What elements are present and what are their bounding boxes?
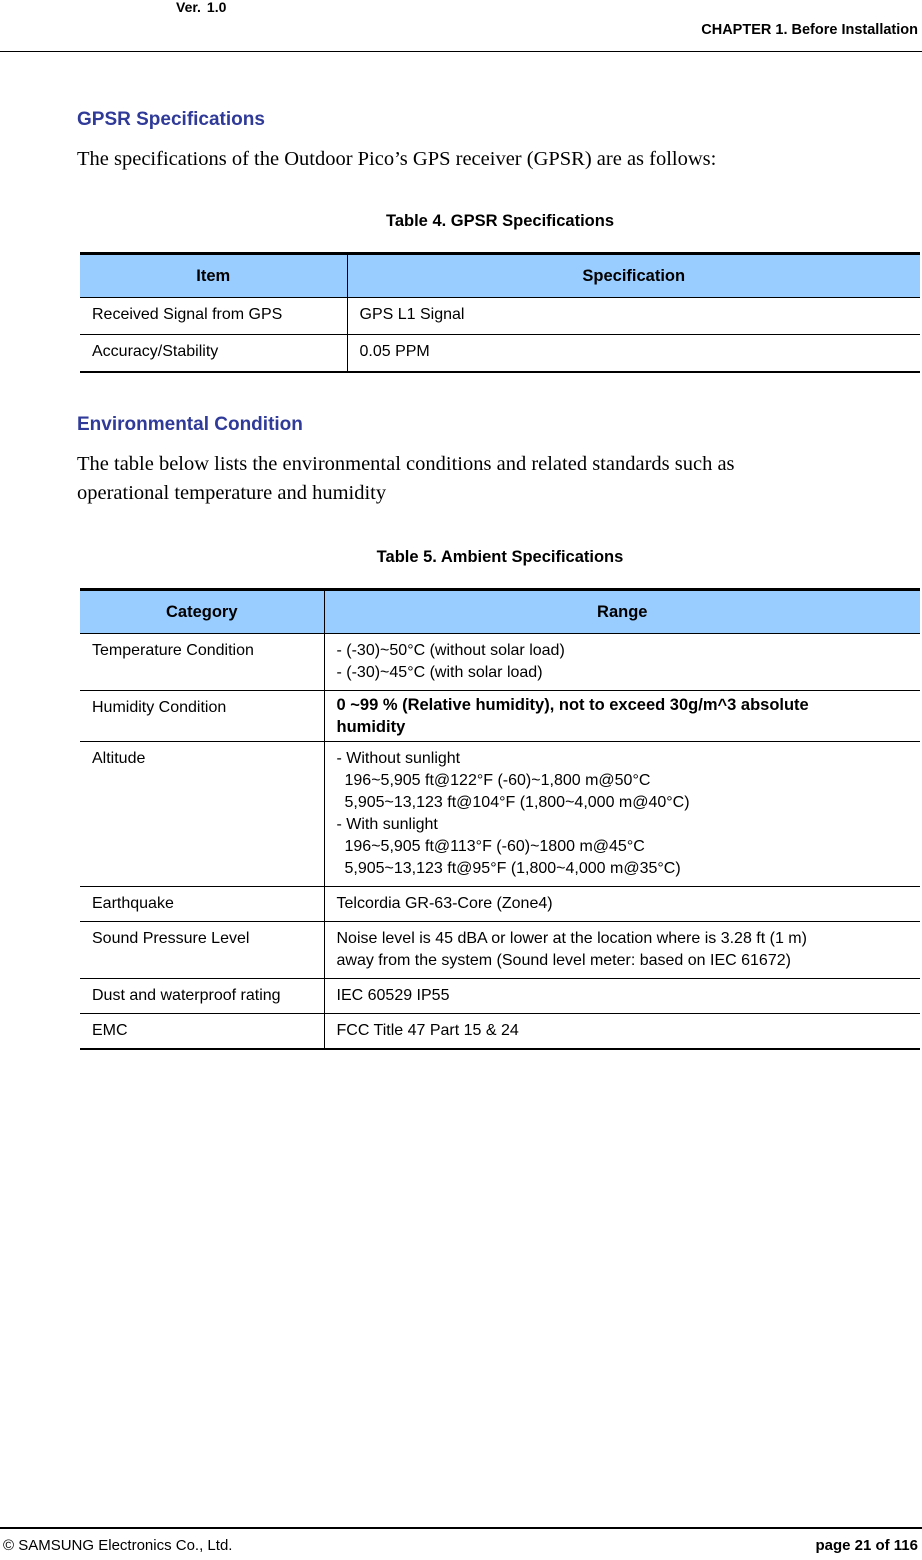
range-line: humidity: [336, 718, 406, 736]
cell-spec: GPS L1 Signal: [347, 298, 920, 335]
table-row: [80, 742, 920, 887]
column-header-item: Item: [80, 254, 347, 298]
cell-category: Dust and waterproof rating: [80, 979, 324, 1014]
cell-range: [324, 634, 920, 691]
header-divider: [0, 51, 922, 52]
cell-range: [324, 691, 920, 742]
ambient-table: [80, 588, 920, 1050]
gpsr-intro: The specifications of the Outdoor Pico’s GPS receiver (GPSR) are as follows:: [77, 148, 717, 170]
cell-range: [324, 922, 920, 979]
range-line: 5,905~13,123 ft@95°F (1,800~4,000 m@35°C): [344, 860, 681, 877]
gpsr-table-caption: Table 4. GPSR Specifications: [385, 212, 614, 230]
page-number: page 21 of 116: [815, 1537, 918, 1554]
footer-divider: [0, 1527, 922, 1529]
range-line: - (-30)~50°C (without solar load): [336, 642, 565, 659]
range-line: FCC Title 47 Part 15 & 24: [336, 1022, 519, 1039]
cell-category: Temperature Condition: [80, 634, 324, 691]
cell-category: Humidity Condition: [80, 691, 324, 742]
range-line: 5,905~13,123 ft@104°F (1,800~4,000 m@40°C): [344, 794, 690, 811]
table-row: [80, 634, 920, 691]
cell-range: [324, 979, 920, 1014]
gpsr-table: [80, 252, 920, 373]
version-text: Ver.: [176, 0, 201, 15]
table-row: [80, 298, 920, 335]
env-intro: [77, 450, 877, 508]
range-line: 196~5,905 ft@122°F (-60)~1,800 m@50°C: [344, 772, 651, 789]
column-header-range: Range: [324, 590, 920, 634]
env-table-caption: Table 5. Ambient Specifications: [376, 548, 624, 566]
cell-category: Sound Pressure Level: [80, 922, 324, 979]
range-line: - (-30)~45°C (with solar load): [336, 664, 543, 681]
table-row: [80, 335, 920, 373]
version-label: [176, 0, 226, 15]
gpsr-section-title: GPSR Specifications: [77, 109, 265, 130]
cell-item: Received Signal from GPS: [80, 298, 347, 335]
table-row: [80, 1014, 920, 1050]
cell-category: Altitude: [80, 742, 324, 887]
chapter-title: CHAPTER 1. Before Installation: [701, 22, 918, 38]
cell-item: Accuracy/Stability: [80, 335, 347, 373]
table-header-row: [80, 590, 920, 634]
range-line: Noise level is 45 dBA or lower at the location where is 3.28 ft (1 m): [336, 930, 807, 947]
column-header-specification: Specification: [347, 254, 920, 298]
column-header-category: Category: [80, 590, 324, 634]
table-row: [80, 979, 920, 1014]
range-line: IEC 60529 IP55: [336, 987, 450, 1004]
cell-spec: 0.05 PPM: [347, 335, 920, 373]
table-header-row: [80, 254, 920, 298]
range-line: - With sunlight: [336, 816, 438, 833]
cell-category: EMC: [80, 1014, 324, 1050]
env-intro-line-2: operational temperature and humidity: [77, 482, 387, 504]
table-row: [80, 691, 920, 742]
cell-range: [324, 887, 920, 922]
range-line: - Without sunlight: [336, 750, 461, 767]
cell-range: [324, 742, 920, 887]
cell-category: Earthquake: [80, 887, 324, 922]
range-line: away from the system (Sound level meter: based on IEC 61672): [336, 952, 791, 969]
env-section-title: Environmental Condition: [77, 414, 303, 435]
range-line: 196~5,905 ft@113°F (-60)~1800 m@45°C: [344, 838, 645, 855]
env-intro-line-1: The table below lists the environmental conditions and related standards such as: [77, 453, 735, 475]
copyright: © SAMSUNG Electronics Co., Ltd.: [3, 1537, 233, 1554]
table-row: [80, 887, 920, 922]
cell-range: [324, 1014, 920, 1050]
range-line: Telcordia GR-63-Core (Zone4): [336, 895, 553, 912]
range-line: 0 ~99 % (Relative humidity), not to exceed 30g/m^3 absolute: [336, 696, 809, 714]
table-row: [80, 922, 920, 979]
version-number: 1.0: [206, 0, 227, 15]
